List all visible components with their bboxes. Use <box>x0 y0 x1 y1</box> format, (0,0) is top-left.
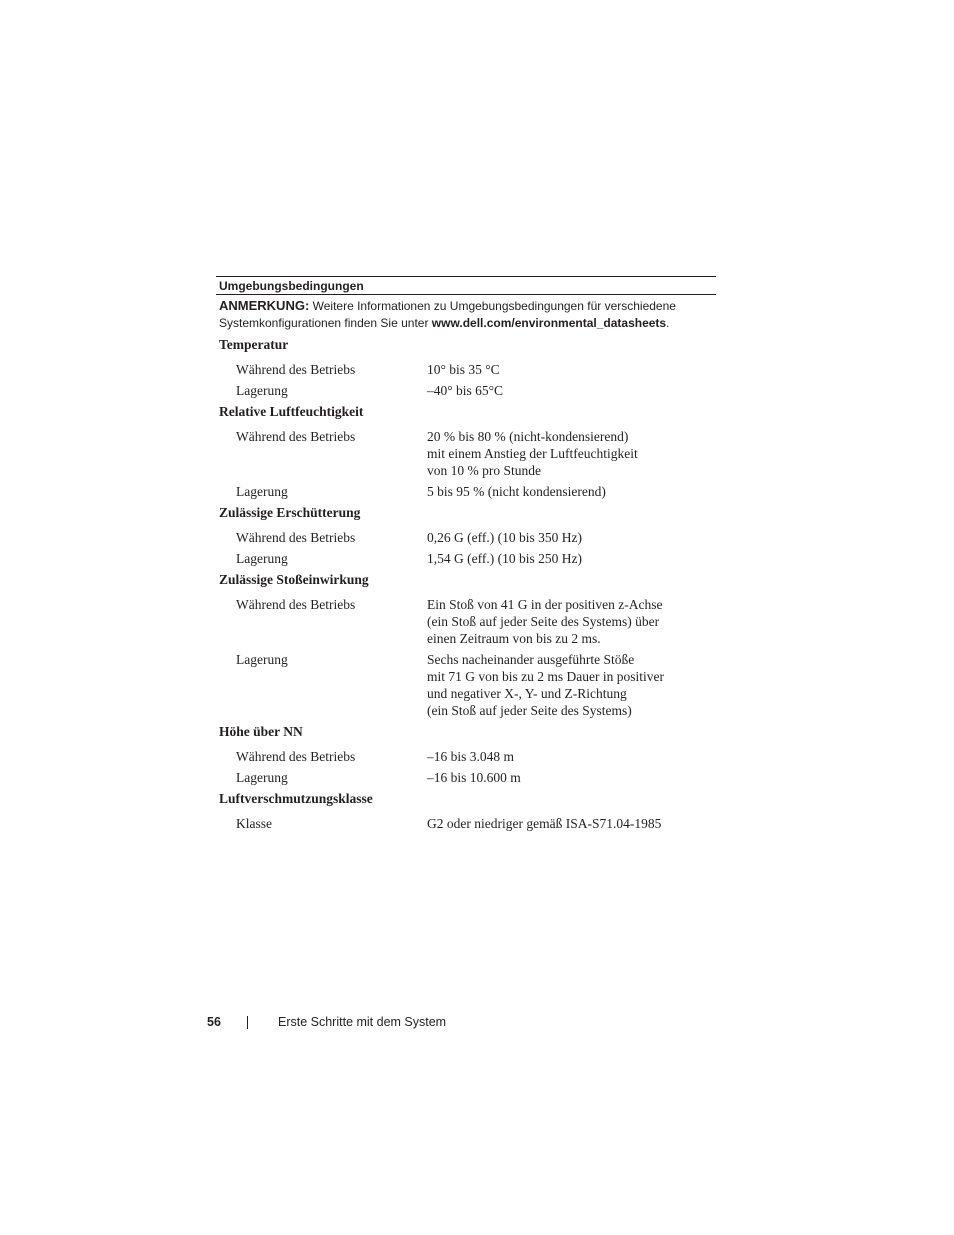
spec-value-line: 10° bis 35 °C <box>427 362 500 377</box>
spec-row-value <box>427 815 716 832</box>
section-title: Zulässige Erschütterung <box>219 505 361 520</box>
spec-row-value <box>427 428 716 479</box>
spec-value-line: –40° bis 65°C <box>427 383 504 398</box>
spec-row-value <box>427 651 716 719</box>
spec-row <box>216 765 716 786</box>
spec-row-value <box>427 529 716 546</box>
spec-row-label: Während des Betriebs <box>236 362 356 377</box>
spec-row-value <box>427 769 716 786</box>
section-title: Zulässige Stoßeinwirkung <box>219 572 369 587</box>
spec-row-label: Lagerung <box>236 770 288 785</box>
spec-value-line: Ein Stoß von 41 G in der positiven z-Achse <box>427 597 663 612</box>
spec-row <box>216 357 716 378</box>
spec-row-label: Lagerung <box>236 383 288 398</box>
section-title: Relative Luftfeuchtigkeit <box>219 404 364 419</box>
spec-value-line: –16 bis 10.600 m <box>427 770 521 785</box>
spec-row-label: Während des Betriebs <box>236 749 356 764</box>
spec-row-value <box>427 382 716 399</box>
spec-row <box>216 479 716 500</box>
section-title: Höhe über NN <box>219 724 303 739</box>
table-header: Umgebungsbedingungen <box>216 276 716 295</box>
spec-row-value <box>427 550 716 567</box>
spec-row-label: Lagerung <box>236 652 288 667</box>
spec-value-line: mit 71 G von bis zu 2 ms Dauer in positiver <box>427 669 664 684</box>
note-block <box>216 295 716 332</box>
note-text-line2: Systemkonfigurationen finden Sie unter <box>219 316 432 330</box>
spec-value-line: 0,26 G (eff.) (10 bis 350 Hz) <box>427 530 582 545</box>
spec-value-line: G2 oder niedriger gemäß ISA-S71.04-1985 <box>427 816 662 831</box>
note-text-line1: Weitere Informationen zu Umgebungsbedingungen für verschiedene <box>309 299 676 313</box>
spec-row <box>216 525 716 546</box>
spec-row <box>216 424 716 479</box>
spec-row <box>216 546 716 567</box>
spec-row-value <box>427 361 716 378</box>
spec-value-line: (ein Stoß auf jeder Seite des Systems) <box>427 703 632 718</box>
spec-row <box>216 744 716 765</box>
spec-row-value <box>427 748 716 765</box>
spec-row <box>216 378 716 399</box>
spec-value-line: –16 bis 3.048 m <box>427 749 515 764</box>
spec-row-label: Während des Betriebs <box>236 530 356 545</box>
spec-sections <box>216 332 716 832</box>
spec-row <box>216 647 716 719</box>
environmental-spec-table <box>216 276 716 832</box>
page-number: 56 <box>207 1015 221 1029</box>
spec-row-value <box>427 596 716 647</box>
spec-row-label: Während des Betriebs <box>236 429 356 444</box>
spec-row-value <box>427 483 716 500</box>
spec-row-label: Während des Betriebs <box>236 597 356 612</box>
footer-doc-title: Erste Schritte mit dem System <box>278 1015 447 1029</box>
note-url-link[interactable]: www.dell.com/environmental_datasheets <box>431 316 667 330</box>
spec-value-line: mit einem Anstieg der Luftfeuchtigkeit <box>427 446 638 461</box>
spec-value-line: und negativer X-, Y- und Z-Richtung <box>427 686 627 701</box>
spec-value-line: Sechs nacheinander ausgeführte Stöße <box>427 652 635 667</box>
section-title: Temperatur <box>219 337 289 352</box>
spec-row <box>216 811 716 832</box>
spec-value-line: 20 % bis 80 % (nicht-kondensierend) <box>427 429 629 444</box>
spec-row-label: Lagerung <box>236 484 288 499</box>
spec-row <box>216 592 716 647</box>
note-lead: ANMERKUNG: <box>219 298 310 313</box>
spec-row-label: Klasse <box>236 816 272 831</box>
spec-value-line: von 10 % pro Stunde <box>427 463 541 478</box>
spec-value-line: 5 bis 95 % (nicht kondensierend) <box>427 484 606 499</box>
spec-value-line: 1,54 G (eff.) (10 bis 250 Hz) <box>427 551 582 566</box>
section-title: Luftverschmutzungsklasse <box>219 791 373 806</box>
spec-value-line: (ein Stoß auf jeder Seite des Systems) über <box>427 614 660 629</box>
note-end: . <box>666 316 670 330</box>
spec-value-line: einen Zeitraum von bis zu 2 ms. <box>427 631 601 646</box>
footer-separator <box>247 1016 248 1029</box>
spec-row-label: Lagerung <box>236 551 288 566</box>
